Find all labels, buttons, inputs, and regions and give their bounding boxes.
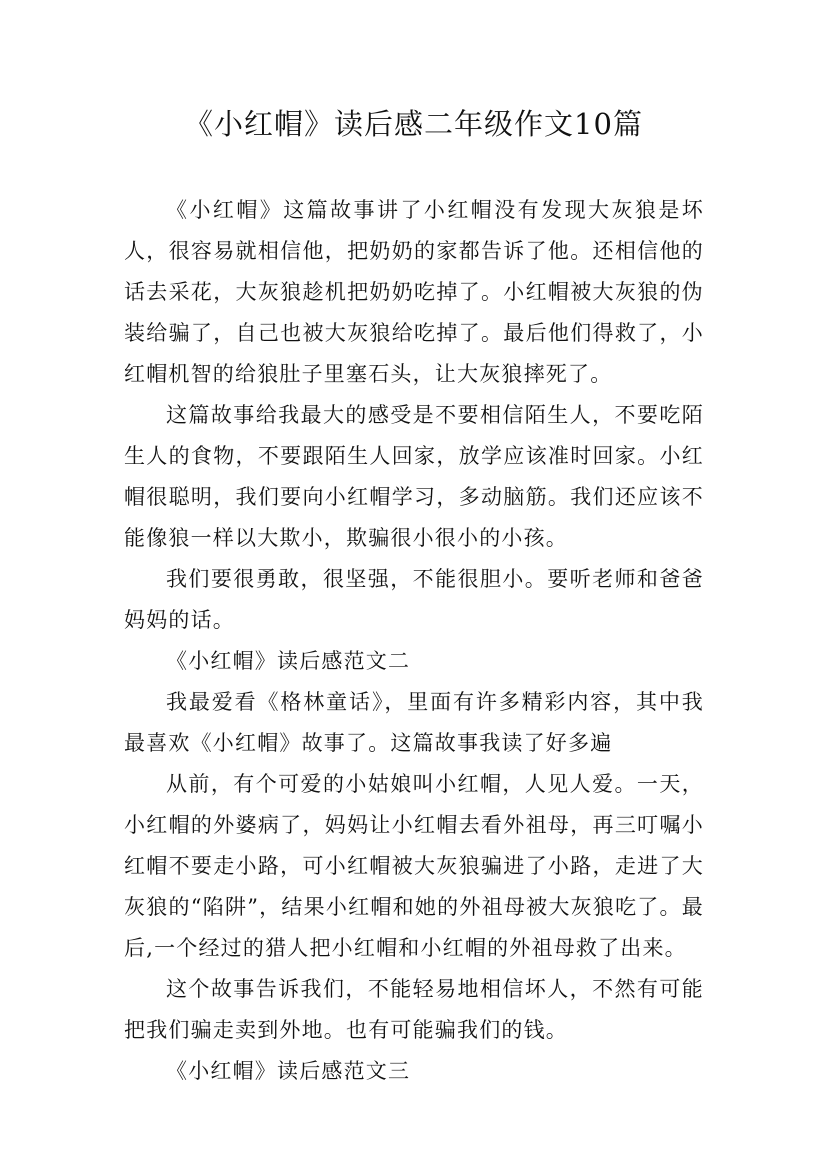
document-body: [124, 190, 704, 1092]
paragraph-6: 这个故事告诉我们，不能轻易地相信坏人，不然有可能把我们骗走卖到外地。也有可能骗我们的钱。: [124, 977, 704, 1042]
paragraph-5: 从前，有个可爱的小姑娘叫小红帽，人见人爱。一天，小红帽的外婆病了，妈妈让小红帽去看外祖母，再三叮嘱小红帽不要走小路，可小红帽被大灰狼骗进了小路，走进了大灰狼的“陷阱”，结果小红帽和她的外祖母被大灰狼吃了。最后,一个经过的猎人把小红帽和小红帽的外祖母救了出来。: [124, 772, 704, 960]
paragraph-2: 这篇故事给我最大的感受是不要相信陌生人，不要吃陌生人的食物，不要跟陌生人回家，放学应该准时回家。小红帽很聪明，我们要向小红帽学习，多动脑筋。我们还应该不能像狼一样以大欺小，欺骗很小很小的小孩。: [124, 403, 704, 550]
document-title: 《小红帽》读后感二年级作文10篇: [184, 107, 643, 141]
section-heading-3: 《小红帽》读后感范文三: [166, 1059, 411, 1083]
paragraph-3: 我们要很勇敢，很坚强，不能很胆小。要听老师和爸爸妈妈的话。: [124, 567, 704, 632]
paragraph-4: 我最爱看《格林童话》，里面有许多精彩内容，其中我最喜欢《小红帽》故事了。这篇故事我读了好多遍: [124, 690, 704, 755]
section-heading-2: 《小红帽》读后感范文二: [166, 649, 411, 673]
paragraph-1: 《小红帽》这篇故事讲了小红帽没有发现大灰狼是坏人，很容易就相信他，把奶奶的家都告诉了他。还相信他的话去采花，大灰狼趁机把奶奶吃掉了。小红帽被大灰狼的伪装给骗了，自己也被大灰狼给吃掉了。最后他们得救了，小红帽机智的给狼肚子里塞石头，让大灰狼摔死了。: [124, 198, 704, 386]
